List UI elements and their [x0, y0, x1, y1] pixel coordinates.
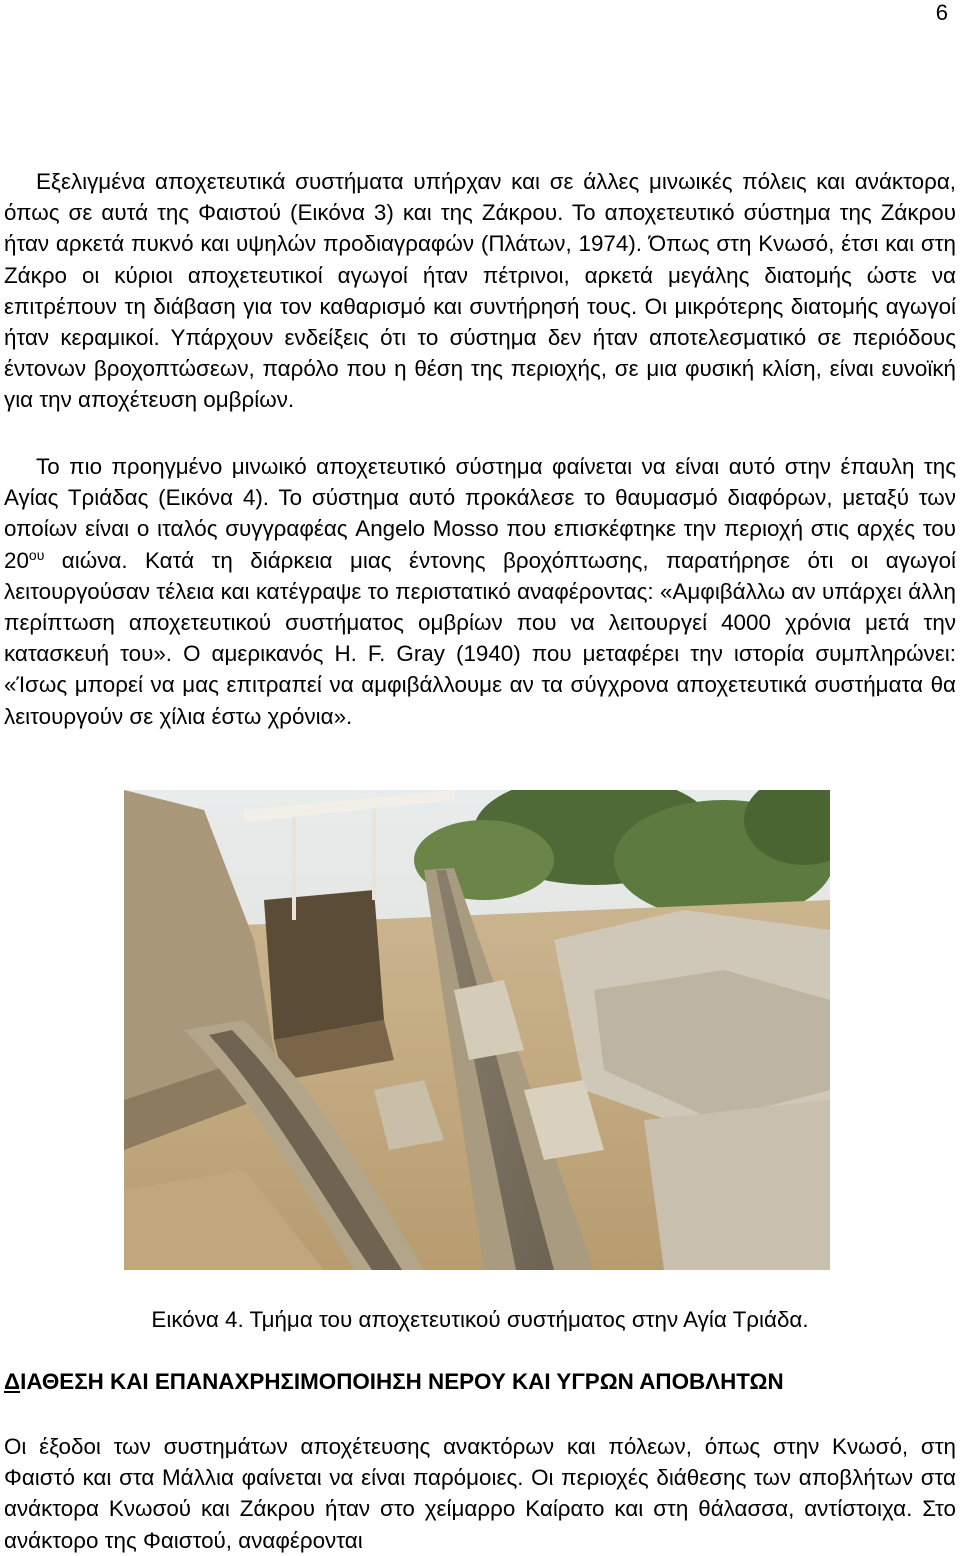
paragraph-zakros-drainage [4, 166, 956, 416]
heading-rest: ΙΑΘΕΣΗ ΚΑΙ ΕΠΑΝΑΧΡΗΣΙΜΟΠΟΙΗΣΗ ΝΕΡΟΥ ΚΑΙ ΥΓΡΩΝ ΑΠΟΒΛΗΤΩΝ [20, 1369, 784, 1394]
paragraph-3-text: Οι έξοδοι των συστημάτων αποχέτευσης ανακτόρων και πόλεων, όπως στην Κνωσό, στη Φαιστό και στα Μάλλια φαίνεται να είναι παρόμοιες. Οι περιοχές διάθεσης των αποβλήτων στα ανάκτορα Κνωσού και Ζάκρου ήταν στο χείμαρρο Καίρατο και στη θάλασσα, αντίστοιχα. Στο ανάκτορο της Φαιστού, αναφέρονται [4, 1434, 956, 1553]
figure-caption: Εικόνα 4. Τμήμα του αποχετευτικού συστήματος στην Αγία Τριάδα. [151, 1307, 809, 1332]
page-number: 6 [935, 0, 948, 25]
figure-drainage-photo [124, 790, 830, 1270]
paragraph-disposal [4, 1431, 956, 1556]
superscript-ordinal: ου [28, 546, 45, 563]
paragraph-agia-triada-drainage [4, 451, 956, 732]
paragraph-2-text-a: Το πιο προηγμένο μινωικό αποχετευτικό σύστημα φαίνεται να είναι αυτό στην έπαυλη της Αγίας Τριάδας (Εικόνα 4). Το σύστημα αυτό προκάλεσε το θαυμασμό διαφόρων, μεταξύ των οποίων είναι ο ιταλός συγγραφέας Angelo Mosso που επισκέφτηκε την περιοχή στις αρχές του 20 [4, 454, 956, 573]
paragraph-1-text: Εξελιγμένα αποχετευτικά συστήματα υπήρχαν και σε άλλες μινωικές πόλεις και ανάκτορα, όπως σε αυτά της Φαιστού (Εικόνα 3) και της Ζάκρου. Το αποχετευτικό σύστημα της Ζάκρου ήταν αρκετά πυκνό και υψηλών προδιαγραφών (Πλάτων, 1974). Όπως στη Κνωσό, έτσι και στη Ζάκρο οι κύριοι αποχετευτικοί αγωγοί ήταν πέτρινοι, αρκετά μεγάλης διατομής ώστε να επιτρέπουν τη διάβαση για τον καθαρισμό και συντήρησή τους. Οι μικρότερης διατομής αγωγοί ήταν κεραμικοί. Υπάρχουν ενδείξεις ότι το σύστημα δεν ήταν αποτελεσματικό σε περιόδους έντονων βροχοπτώσεων, παρόλο που η θέση της περιοχής, σε μια φυσική κλίση, είναι ευνοϊκή για την αποχέτευση ομβρίων. [4, 169, 956, 413]
heading-first-letter: Δ [4, 1369, 21, 1394]
section-heading [4, 1367, 956, 1397]
paragraph-2-text-b: αιώνα. Κατά τη διάρκεια μιας έντονης βροχόπτωσης, παρατήρησε ότι οι αγωγοί λειτουργούσαν τέλεια και κατέγραψε το περιστατικό αναφέροντας: «Αμφιβάλλω αν υπάρχει άλλη περίπτωση αποχετευτικού συστήματος ομβρίων που να λειτουργεί 4000 χρόνια μετά την κατασκευή του». Ο αμερικανός H. F. Gray (1940) που μεταφέρει την ιστορία συμπληρώνει: «Ίσως μπορεί να μας επιτραπεί να αμφιβάλλουμε αν τα σύγχρονα αποχετευτικά συστήματα θα λειτουργούν σε χίλια έστω χρόνια». [4, 547, 956, 729]
